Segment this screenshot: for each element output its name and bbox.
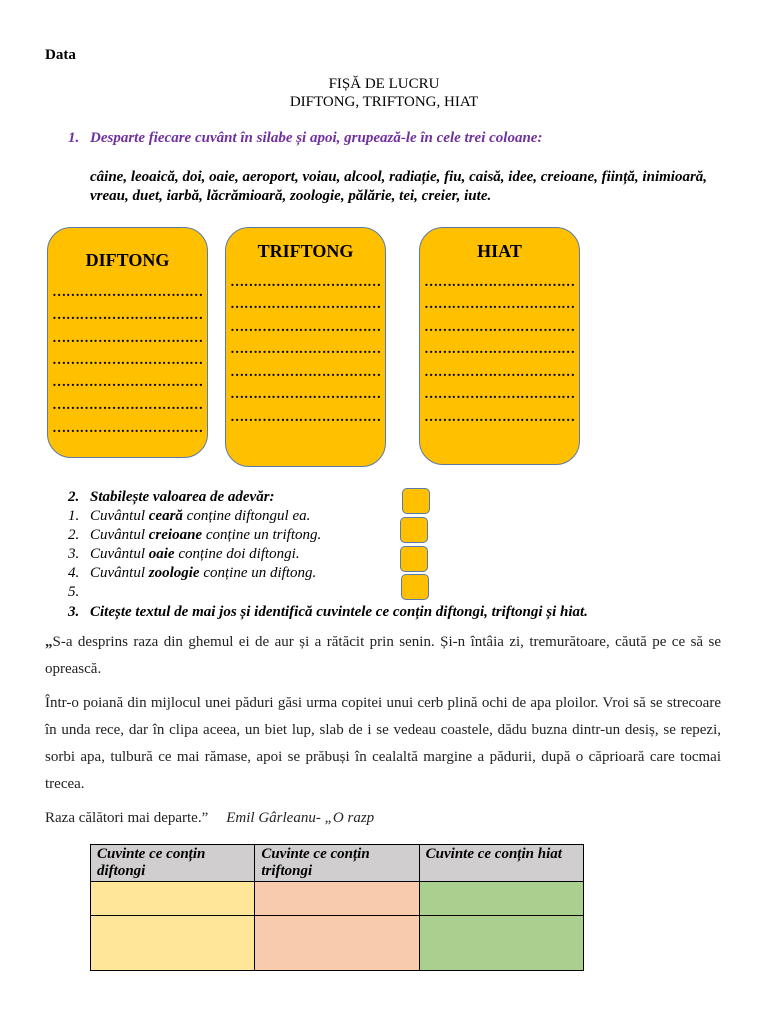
- opening-quote: „: [45, 634, 53, 650]
- table-row: [91, 916, 584, 971]
- word-list: câine, leoaică, doi, oaie, aeroport, voiau, alcool, radiație, fiu, caisă, idee, creioane, ființă, inimioară, vreau, duet, iarbă, lăcrămioară, zoologie, pălărie, tei, creier, iute.: [90, 169, 708, 204]
- exercise-1-text: Desparte fiecare cuvânt în silabe și apoi, grupează-le în cele trei coloane:: [90, 130, 543, 146]
- exercise-2-instruction: [68, 489, 275, 506]
- statement-text: conține un diftong.: [199, 565, 317, 581]
- author-citation: Emil Gârleanu- „O razp: [226, 810, 375, 826]
- true-false-box-3[interactable]: [400, 546, 428, 572]
- hiat-line: ……………………………: [424, 320, 575, 335]
- hiat-line: ……………………………: [424, 297, 575, 312]
- cell-triftongi[interactable]: [255, 916, 419, 971]
- statement-number: 3.: [68, 546, 80, 562]
- true-false-box-4[interactable]: [401, 574, 429, 600]
- statement-text: conține un triftong.: [202, 527, 322, 543]
- diftong-line: ……………………………: [52, 308, 203, 323]
- header-hiat: Cuvinte ce conțin hiat: [419, 845, 583, 882]
- diftong-box: [47, 227, 208, 458]
- date-label: Data: [45, 47, 76, 63]
- paragraph-text: Raza călători mai departe.”: [45, 810, 209, 826]
- worksheet-subtitle: DIFTONG, TRIFTONG, HIAT: [289, 94, 479, 110]
- statement-1: [68, 508, 310, 525]
- exercise-1-instruction: [68, 130, 542, 147]
- statement-word: zoologie: [148, 565, 200, 581]
- statement-4: [68, 565, 316, 582]
- triftong-line: ……………………………: [230, 275, 381, 290]
- table-row: [91, 882, 584, 916]
- cell-hiat[interactable]: [419, 882, 583, 916]
- statement-text: Cuvântul: [90, 565, 149, 581]
- triftong-line: ……………………………: [230, 410, 381, 425]
- statement-word: ceară: [148, 508, 183, 524]
- diftong-line: ……………………………: [52, 353, 203, 368]
- statement-5: [68, 584, 90, 601]
- diftong-line: ……………………………: [52, 398, 203, 413]
- statement-number: 4.: [68, 565, 80, 581]
- header-triftongi: Cuvinte ce conțin triftongi: [255, 845, 419, 882]
- diftong-line: ……………………………: [52, 421, 203, 436]
- exercise-2-number: 2.: [68, 489, 80, 505]
- statement-number: 1.: [68, 508, 80, 524]
- true-false-box-1[interactable]: [402, 488, 430, 514]
- statement-text: conține doi diftongi.: [174, 546, 300, 562]
- cell-diftongi[interactable]: [91, 916, 255, 971]
- statement-word: creioane: [148, 527, 203, 543]
- paragraph-text: S-a desprins raza din ghemul ei de aur și a rătăcit prin senin. Și-n întâia zi, tremurătoare, căută pe ce să se oprească.: [45, 634, 721, 677]
- worksheet-title: FIȘĂ DE LUCRU: [328, 76, 440, 92]
- statement-number: 5.: [68, 584, 80, 600]
- true-false-box-2[interactable]: [400, 517, 428, 543]
- diftong-line: ……………………………: [52, 331, 203, 346]
- statement-2: [68, 527, 321, 544]
- diftong-line: ……………………………: [52, 375, 203, 390]
- statement-number: 2.: [68, 527, 80, 543]
- table-header-row: [91, 845, 584, 882]
- exercise-2-text: Stabilește valoarea de adevăr:: [90, 489, 275, 505]
- text-paragraph-2: Într-o poiană din mijlocul unei păduri găsi urma copitei unui cerb plină ochi de apa ploilor. Vroi să se strecoare în unda rece, dar în clipa aceea, un biet lup, slab de i se vedeau coastele, dădu buzna dintr-un desiș, se repezi, sorbi apa, tulbură ce mai rămase, apoi se prăbuși în cealaltă margine a pădurii, după o căprioară care tocmai trecea.: [45, 695, 721, 792]
- hiat-line: ……………………………: [424, 365, 575, 380]
- cell-hiat[interactable]: [419, 916, 583, 971]
- statement-3: [68, 546, 300, 563]
- triftong-line: ……………………………: [230, 387, 381, 402]
- exercise-3-instruction: [68, 604, 588, 621]
- statement-word: oaie: [148, 546, 175, 562]
- exercise-1-number: 1.: [68, 130, 80, 146]
- header-diftongi: Cuvinte ce conțin diftongi: [91, 845, 255, 882]
- hiat-line: ……………………………: [424, 275, 575, 290]
- triftong-box: [225, 227, 386, 467]
- exercise-3-text: Citește textul de mai jos și identifică cuvintele ce conțin diftongi, triftongi și hiat.: [90, 604, 588, 620]
- hiat-box-title: HIAT: [477, 241, 522, 261]
- exercise-3-number: 3.: [68, 604, 80, 620]
- hiat-line: ……………………………: [424, 410, 575, 425]
- diftong-line: ……………………………: [52, 285, 203, 300]
- cell-diftongi[interactable]: [91, 882, 255, 916]
- triftong-line: ……………………………: [230, 365, 381, 380]
- triftong-line: ……………………………: [230, 342, 381, 357]
- statement-text: Cuvântul: [90, 527, 149, 543]
- hiat-box: [419, 227, 580, 465]
- triftong-line: ……………………………: [230, 297, 381, 312]
- triftong-line: ……………………………: [230, 320, 381, 335]
- answer-table: [90, 844, 584, 971]
- diftong-box-title: DIFTONG: [85, 250, 170, 270]
- hiat-line: ……………………………: [424, 342, 575, 357]
- triftong-box-title: TRIFTONG: [257, 241, 354, 261]
- statement-text: conține diftongul ea.: [182, 508, 311, 524]
- hiat-line: ……………………………: [424, 387, 575, 402]
- statement-text: Cuvântul: [90, 546, 149, 562]
- text-paragraph-1: [45, 629, 721, 683]
- text-paragraph-3: [45, 805, 721, 832]
- statement-text: Cuvântul: [90, 508, 149, 524]
- cell-triftongi[interactable]: [255, 882, 419, 916]
